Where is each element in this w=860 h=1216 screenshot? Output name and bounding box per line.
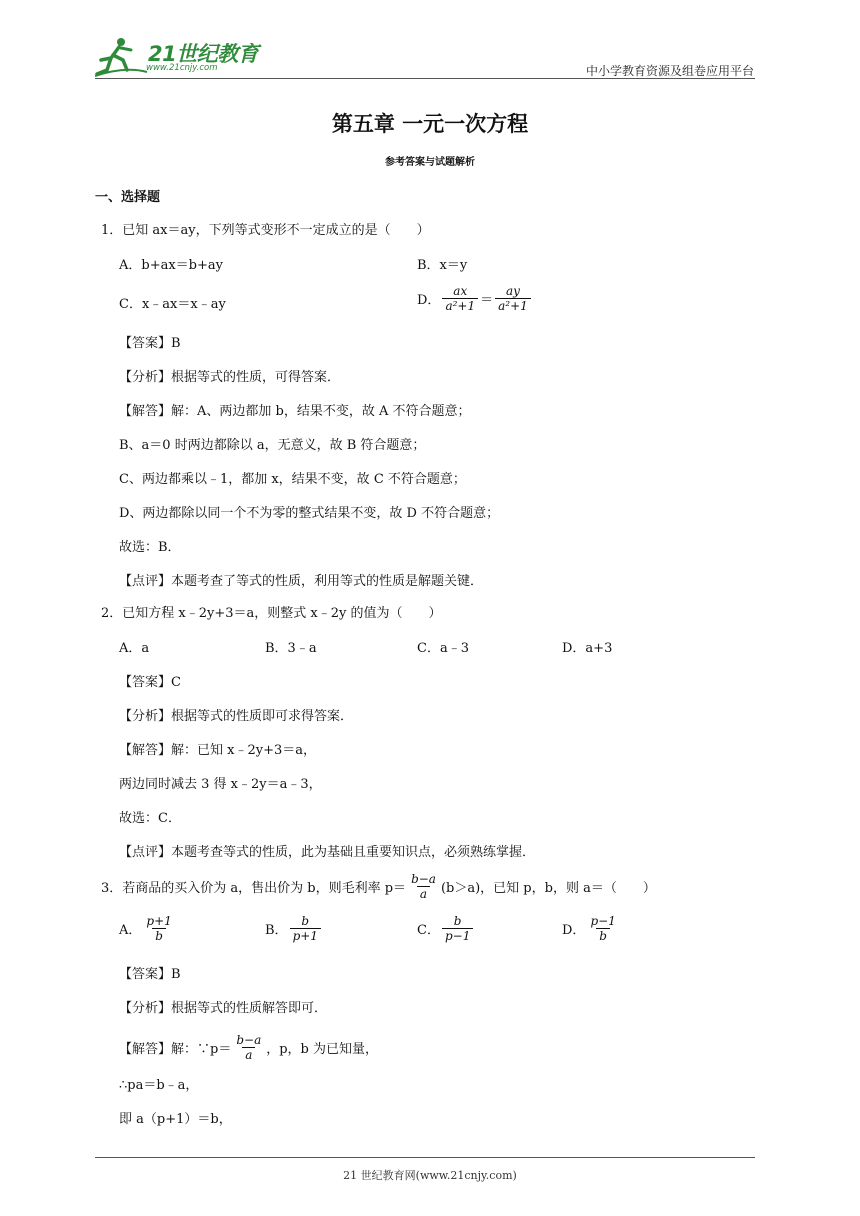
q3-analysis: 【分析】根据等式的性质解答即可． xyxy=(119,1001,328,1016)
fraction-numerator: b−a xyxy=(236,1033,262,1047)
q2-option-c: C．a﹣3 xyxy=(417,641,469,656)
page-title: 第五章 一元一次方程 xyxy=(331,112,529,136)
q2-solution-line: 两边同时减去 3 得 x﹣2y＝a﹣3， xyxy=(119,777,322,792)
q1-solution-line: 【解答】解：A、两边都加 b，结果不变，故 A 不符合题意； xyxy=(119,404,471,419)
fraction-numerator: b xyxy=(453,914,462,928)
q2-stem: 2．已知方程 x﹣2y+3＝a，则整式 x﹣2y 的值为（ ） xyxy=(101,606,442,621)
q2-option-b: B．3﹣a xyxy=(265,641,317,656)
q3-option-a xyxy=(119,914,177,943)
q3-option-d-fraction xyxy=(587,914,618,943)
q1-solution-line: C、两边都乘以﹣1，都加 x，结果不变，故 C 不符合题意； xyxy=(119,472,466,487)
q2-option-a: A．a xyxy=(119,641,150,656)
q3-option-c-fraction xyxy=(442,914,473,943)
q1-choice: 故选：B． xyxy=(119,540,181,555)
fraction-numerator: p−1 xyxy=(590,914,616,928)
q3-option-b-label: B． xyxy=(265,923,288,938)
footer-divider xyxy=(95,1157,755,1158)
q2-answer: 【答案】C xyxy=(119,675,181,690)
q2-solution-line: 【解答】解：已知 x﹣2y+3＝a， xyxy=(119,743,316,758)
q1-solution-line: B、a＝0 时两边都除以 a，无意义，故 B 符合题意； xyxy=(119,438,426,453)
q1-option-c: C．x﹣ax＝x﹣ay xyxy=(119,297,226,312)
q3-stem-text-end: (b＞a)，已知 p，b，则 a＝（ ） xyxy=(440,881,656,896)
q1-option-d-fraction-right xyxy=(495,284,531,313)
page-subtitle: 参考答案与试题解析 xyxy=(385,157,475,168)
fraction-denominator: b xyxy=(152,928,166,943)
q2-comment: 【点评】本题考查等式的性质，此为基础且重要知识点，必须熟练掌握． xyxy=(119,845,536,860)
footer-site[interactable]: 21 世纪教育网(www.21cnjy.com) xyxy=(343,1169,517,1182)
q1-solution-line: D、两边都除以同一个不为零的整式结果不变，故 D 不符合题意； xyxy=(119,506,500,521)
q1-option-d xyxy=(417,284,533,313)
q1-stem: 1．已知 ax＝ay，下列等式变形不一定成立的是（ ） xyxy=(101,223,430,238)
fraction-denominator: b xyxy=(596,928,610,943)
fraction-numerator: ax xyxy=(453,284,468,298)
q2-option-d: D．a+3 xyxy=(562,641,613,656)
header-divider xyxy=(95,78,755,79)
fraction-denominator: p+1 xyxy=(290,928,321,943)
q3-solution-text-end: ，p，b 为已知量， xyxy=(266,1042,378,1057)
fraction-numerator: ay xyxy=(505,284,520,298)
q3-option-c xyxy=(417,914,475,943)
q3-option-d xyxy=(562,914,621,943)
fraction-denominator: a xyxy=(242,1047,255,1062)
q2-choice: 故选：C． xyxy=(119,811,181,826)
fraction-denominator: a²+1 xyxy=(442,298,478,313)
q3-solution-line xyxy=(119,1033,378,1062)
q1-option-d-label: D． xyxy=(417,293,441,308)
fraction-numerator: b−a xyxy=(411,872,436,886)
q1-answer: 【答案】B xyxy=(119,336,181,351)
fraction-denominator: p−1 xyxy=(442,928,473,943)
fraction-numerator: b xyxy=(301,914,310,928)
q2-analysis: 【分析】根据等式的性质即可求得答案． xyxy=(119,709,354,724)
q3-stem xyxy=(101,872,656,901)
fraction-denominator: a²+1 xyxy=(495,298,531,313)
q3-stem-fraction xyxy=(408,872,439,901)
section-heading: 一、选择题 xyxy=(95,190,161,205)
q3-answer: 【答案】B xyxy=(119,967,181,982)
q3-option-b xyxy=(265,914,323,943)
q3-solution-text: 【解答】解：∵p＝ xyxy=(119,1042,232,1057)
equals-sign: ＝ xyxy=(480,293,494,308)
q3-option-b-fraction xyxy=(290,914,321,943)
q3-option-d-label: D． xyxy=(562,923,586,938)
q1-option-b: B．x＝y xyxy=(417,258,468,273)
q3-stem-text: 3．若商品的买入价为 a，售出价为 b，则毛利率 p＝ xyxy=(101,881,407,896)
platform-name: 中小学教育资源及组卷应用平台 xyxy=(585,64,754,78)
logo-url: www.21cnjy.com xyxy=(146,63,218,73)
q3-solution-line: ∴pa＝b﹣a， xyxy=(119,1078,199,1093)
fraction-denominator: a xyxy=(417,886,430,901)
fraction-numerator: p+1 xyxy=(146,914,172,928)
q3-option-a-fraction xyxy=(143,914,174,943)
q1-analysis: 【分析】根据等式的性质，可得答案． xyxy=(119,370,341,385)
q3-solution-line: 即 a（p+1）＝b， xyxy=(119,1112,232,1127)
q3-option-c-label: C． xyxy=(417,923,440,938)
q3-solution-fraction xyxy=(233,1033,264,1062)
q1-comment: 【点评】本题考查了等式的性质，利用等式的性质是解题关键． xyxy=(119,574,484,589)
logo-text: 21世纪教育 xyxy=(148,42,259,66)
q3-option-a-label: A． xyxy=(119,923,142,938)
q1-option-a: A．b+ax＝b+ay xyxy=(119,258,223,273)
q1-option-d-fraction-left xyxy=(442,284,478,313)
